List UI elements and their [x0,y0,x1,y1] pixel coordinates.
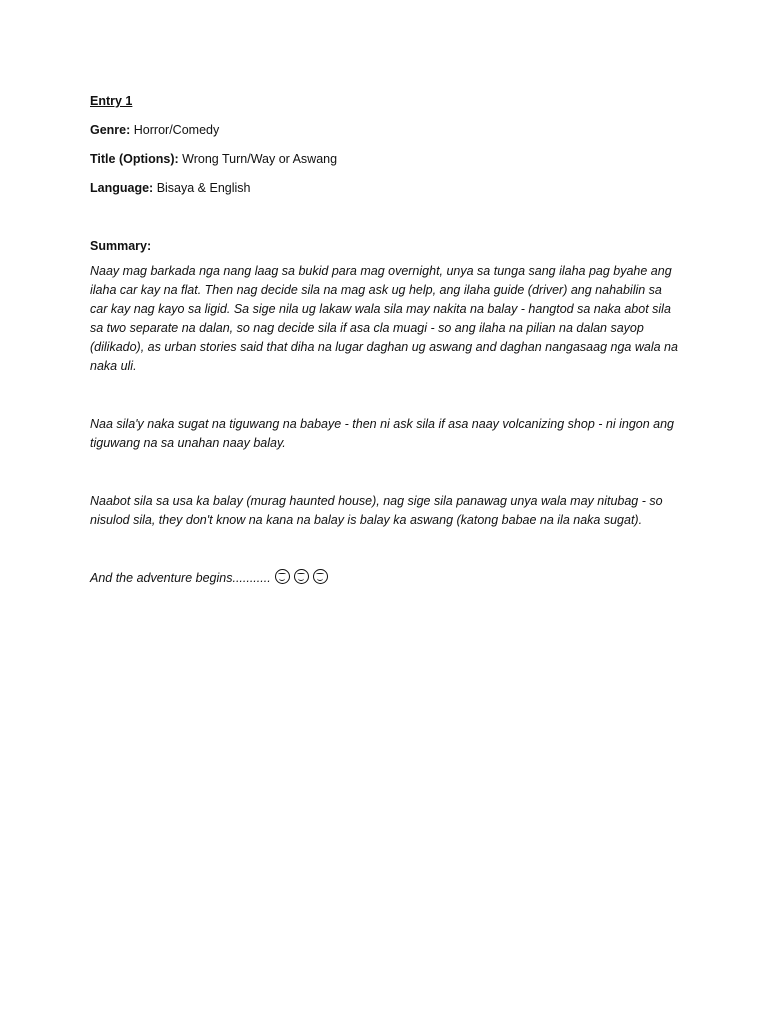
entry-heading: Entry 1 [90,94,133,108]
genre-line [90,122,690,138]
genre-label: Genre: [90,123,131,137]
summary-paragraph-1: Naay mag barkada nga nang laag sa bukid para mag overnight, unya sa tunga sang ilaha pag byahe ang ilaha car kay na flat. Then nag decide sila na mag ask ug help, ang ilaha guide (driver) ang nahabilin sa car kay nag kayo sa ligid. Sa sige nila ug lakaw wala sila may nakita na balay - hangtod sa naka abot sila sa two separate na dalan, so nag decide sila if asa cla muagi - so ang ilaha na pilian na dalan sayop (dilikado), as urban stories said that diha na lugar daghan ug aswang and daghan nangasaag nga wala na naka uli. [90,264,678,373]
smiley-icon [275,569,290,584]
title-line [90,151,690,167]
closing-text: And the adventure begins........... [90,571,271,585]
smiley-icon [313,569,328,584]
summary-closing-line [90,569,682,588]
smiley-icon [294,569,309,584]
summary-paragraph-2: Naa sila'y naka sugat na tiguwang na babaye - then ni ask sila if asa naay volcanizing shop - ni ingon ang tiguwang na sa unahan naay balay. [90,417,675,450]
genre-value: Horror/Comedy [133,123,220,137]
title-label: Title (Options): [90,152,179,166]
language-value: Bisaya & English [156,181,251,195]
summary-heading: Summary: [90,239,152,253]
language-label: Language: [90,181,154,195]
document-page [90,93,690,588]
title-value: Wrong Turn/Way or Aswang [182,152,338,166]
summary-paragraph-3: Naabot sila sa usa ka balay (murag haunted house), nag sige sila panawag unya wala may nitubag - so nisulod sila, they don't know na kana na balay is balay ka aswang (katong babae na ila naka sugat). [90,494,663,527]
language-line [90,180,690,196]
